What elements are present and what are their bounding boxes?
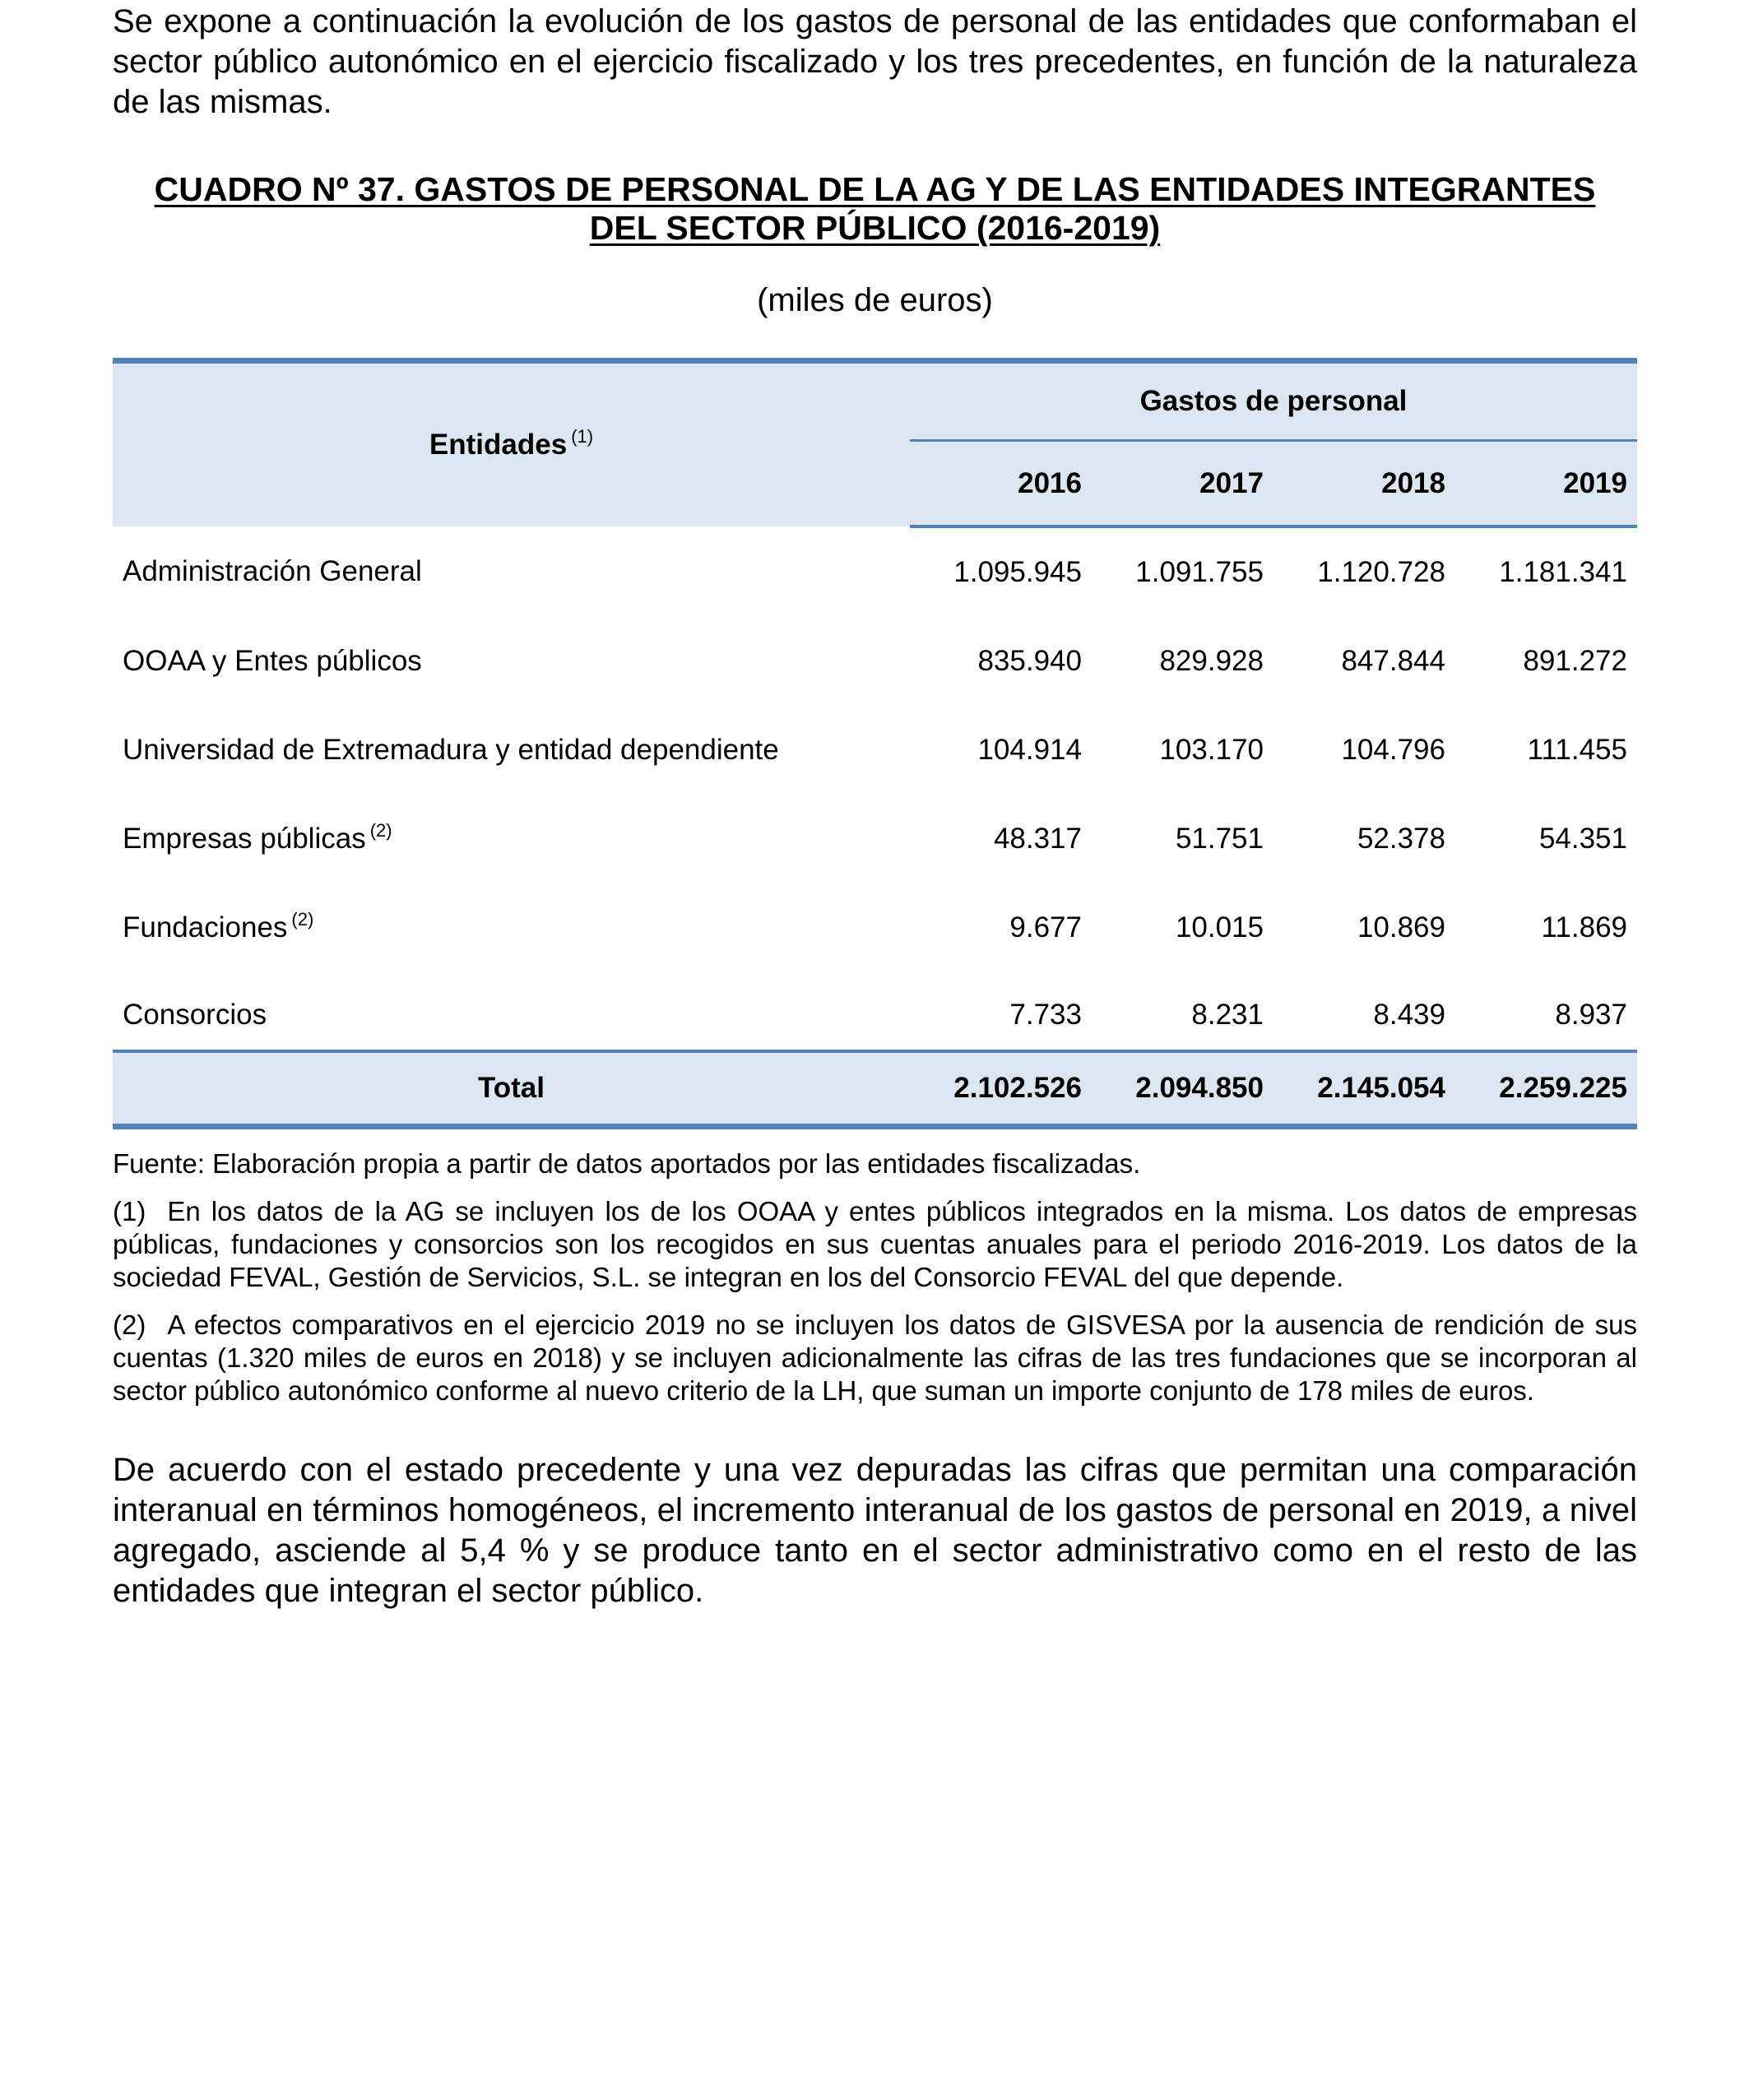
total-value: 2.094.850 [1092, 1051, 1273, 1127]
table-units: (miles de euros) [757, 282, 993, 318]
value-cell: 847.844 [1341, 645, 1445, 677]
value-cell: 8.231 [1191, 999, 1264, 1031]
total-row [113, 1051, 1637, 1127]
footnote-text: En los datos de la AG se incluyen los de los OOAA y entes públicos integrados en la misma. Los datos de empresas públicas, fundaciones y consorcios son los recogidos en sus cuentas anuales para el periodo 2016-2019. Los datos de la sociedad FEVAL, Gestión de Servicios, S.L. se integran en los del Consorcio FEVAL del que depende. [113, 1196, 1637, 1292]
entity-name: Universidad de Extremadura y entidad dependiente [123, 734, 779, 766]
footnote-2 [113, 1309, 1637, 1407]
group-header: Gastos de personal [910, 361, 1637, 441]
entity-name-cell [113, 883, 910, 972]
footnote-text: A efectos comparativos en el ejercicio 2019 no se incluyen los datos de GISVESA por la ausencia de rendición de sus cuentas (1.320 miles de euros en 2018) y se incluyen adicionalmente las cifras de las tres fundaciones que se incorporan al sector público autonómico conforme al nuevo criterio de la LH, que suman un importe conjunto de 178 miles de euros. [113, 1310, 1637, 1406]
total-value: 2.102.526 [910, 1051, 1092, 1127]
entity-name: OOAA y Entes públicos [123, 645, 422, 677]
entity-header-note: (1) [571, 426, 594, 447]
value-cell: 54.351 [1538, 823, 1627, 855]
year-header: 2017 [1092, 441, 1273, 527]
row-note: (2) [291, 909, 314, 929]
value-cell: 52.378 [1357, 823, 1445, 855]
value-cell: 11.869 [1541, 911, 1627, 943]
entity-name: Consorcios [123, 999, 267, 1031]
value-cell: 51.751 [1175, 823, 1264, 855]
value-cell: 1.181.341 [1499, 556, 1627, 588]
value-cell: 111.455 [1527, 734, 1627, 766]
value-cell: 8.937 [1555, 999, 1627, 1031]
entity-name: Empresas públicas [123, 823, 366, 855]
table-source: Fuente: Elaboración propia a partir de datos aportados por las entidades fiscalizadas. [113, 1148, 1141, 1179]
value-cell: 10.869 [1357, 911, 1445, 943]
table-title-line-2: DEL SECTOR PÚBLICO (2016-2019) [589, 209, 1161, 247]
table-row [113, 526, 1637, 617]
year-header: 2016 [910, 441, 1092, 527]
footnote-number: (2) [113, 1310, 146, 1340]
intro-paragraph: Se expone a continuación la evolución de los gastos de personal de las entidades que conformaban el sector público autonómico en el ejercicio fiscalizado y los tres precedentes, en función de la naturaleza de las mismas. [113, 3, 1637, 120]
year-header: 2018 [1273, 441, 1455, 527]
value-cell: 835.940 [977, 645, 1082, 677]
total-value: 2.259.225 [1455, 1051, 1637, 1127]
closing-paragraph: De acuerdo con el estado precedente y una vez depuradas las cifras que permitan una comparación interanual en términos homogéneos, el incremento interanual de los gastos de personal en 2019, a nivel agregado, asciende al 5,4 % y se produce tanto en el sector administrativo como en el resto de las entidades que integran el sector público. [113, 1452, 1637, 1609]
total-value: 2.145.054 [1273, 1051, 1455, 1127]
value-cell: 104.796 [1341, 734, 1445, 766]
footnote-1 [113, 1195, 1637, 1294]
table-row [113, 972, 1637, 1051]
value-cell: 891.272 [1523, 645, 1627, 677]
entity-name-cell [113, 795, 910, 883]
document-page [113, 0, 1637, 1611]
table-title-line-1: CUADRO Nº 37. GASTOS DE PERSONAL DE LA AG Y DE LAS ENTIDADES INTEGRANTES [154, 170, 1596, 208]
value-cell: 1.095.945 [953, 556, 1082, 588]
value-cell: 103.170 [1159, 734, 1264, 766]
value-cell: 9.677 [1009, 911, 1082, 943]
entity-header-label: Entidades [429, 429, 568, 461]
entity-name: Fundaciones [123, 911, 288, 943]
value-cell: 48.317 [993, 823, 1082, 855]
table-row [113, 883, 1637, 972]
entity-name: Administración General [123, 555, 422, 587]
table-row [113, 706, 1637, 795]
table-title [113, 170, 1637, 248]
value-cell: 1.120.728 [1317, 556, 1445, 588]
total-label: Total [113, 1051, 910, 1127]
value-cell: 7.733 [1009, 999, 1082, 1031]
value-cell: 1.091.755 [1135, 556, 1264, 588]
year-header: 2019 [1455, 441, 1637, 527]
table-row [113, 617, 1637, 706]
entity-column-header [113, 361, 910, 527]
value-cell: 829.928 [1159, 645, 1264, 677]
row-note: (2) [369, 820, 392, 841]
table-row [113, 795, 1637, 883]
personnel-expenses-table [113, 358, 1637, 1129]
footnote-number: (1) [113, 1196, 146, 1226]
value-cell: 10.015 [1175, 911, 1264, 943]
value-cell: 104.914 [977, 734, 1082, 766]
value-cell: 8.439 [1373, 999, 1445, 1031]
